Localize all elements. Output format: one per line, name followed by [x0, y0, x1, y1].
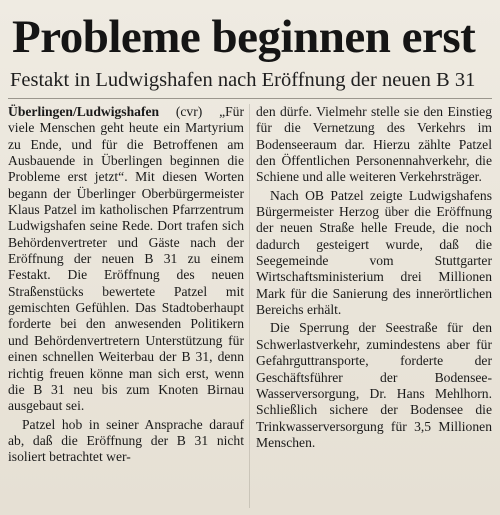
byline: (cvr) [175, 104, 203, 119]
paragraph-text: „Für viele Menschen geht heute ein Martyrium zu Ende, und für die Betroffenen am Ausbauende in Überlingen beginnen die Probleme erst jetzt“. Mit diesen Worten begann der Überlinger Oberbürgermeister Klaus Patzel im katholischen Pfarrzentrum Ludwigshafen seine Rede. Dort trafen sich Behördenvertreter und Gäste nach der Eröffnung der neuen B 31 zu einem Festakt. Die Eröffnung des neuen Straßenstücks bewertete Patzel mit gemischten Gefühlen. Das Stadtoberhaupt forderte bei den anwesenden Politikern und Behördenvertretern Unterstützung für einen schnellen Weiterbau der B 31, denn richtig freuen könne man sich erst, wenn die B 31 neu bis zum Knoten Birnau ausgebaut sei. [8, 104, 244, 414]
paragraph: Die Sperrung der Seestraße für den Schwerlastverkehr, zumindestens aber für Gefahrguttransporte, forderte der Geschäftsführer der Bodensee-Wasserversorgung, Dr. Hans Mehlhorn. Schließlich sichere der Bodensee die Trinkwasserversorgung für 3,5 Millionen Menschen. [256, 320, 492, 450]
paragraph: den dürfe. Vielmehr stelle sie den Einstieg für die Vernetzung des Verkehrs im Bodenseeraum dar. Hierzu zählte Patzel den Öffentlichen Personennahverkehr, die Schiene und alle weiteren Verkehrsträger. [256, 104, 492, 185]
column-gutter [249, 104, 250, 508]
paragraph: Nach OB Patzel zeigte Ludwigshafens Bürgermeister Herzog über die Eröffnung der neuen Straße helle Freude, die noch dadurch gesteigert wurde, daß die Seegemeinde vom Stuttgarter Wirtschaftsministerium drei Millionen Mark für die Sanierung des innerörtlichen Bereichs erhält. [256, 187, 492, 318]
paragraph [8, 104, 244, 415]
article-headline: Probleme beginnen erst [12, 11, 476, 63]
dateline: Überlingen/Ludwigshafen [8, 104, 160, 119]
right-column [256, 104, 492, 451]
article-subheadline: Festakt in Ludwigshafen nach Eröffnung der neuen B 31 [10, 69, 476, 91]
paragraph: Patzel hob in seiner Ansprache darauf ab, daß die Eröffnung der B 31 nicht isoliert betrachtet wer- [8, 416, 244, 465]
left-column [8, 104, 244, 466]
divider [8, 98, 492, 99]
